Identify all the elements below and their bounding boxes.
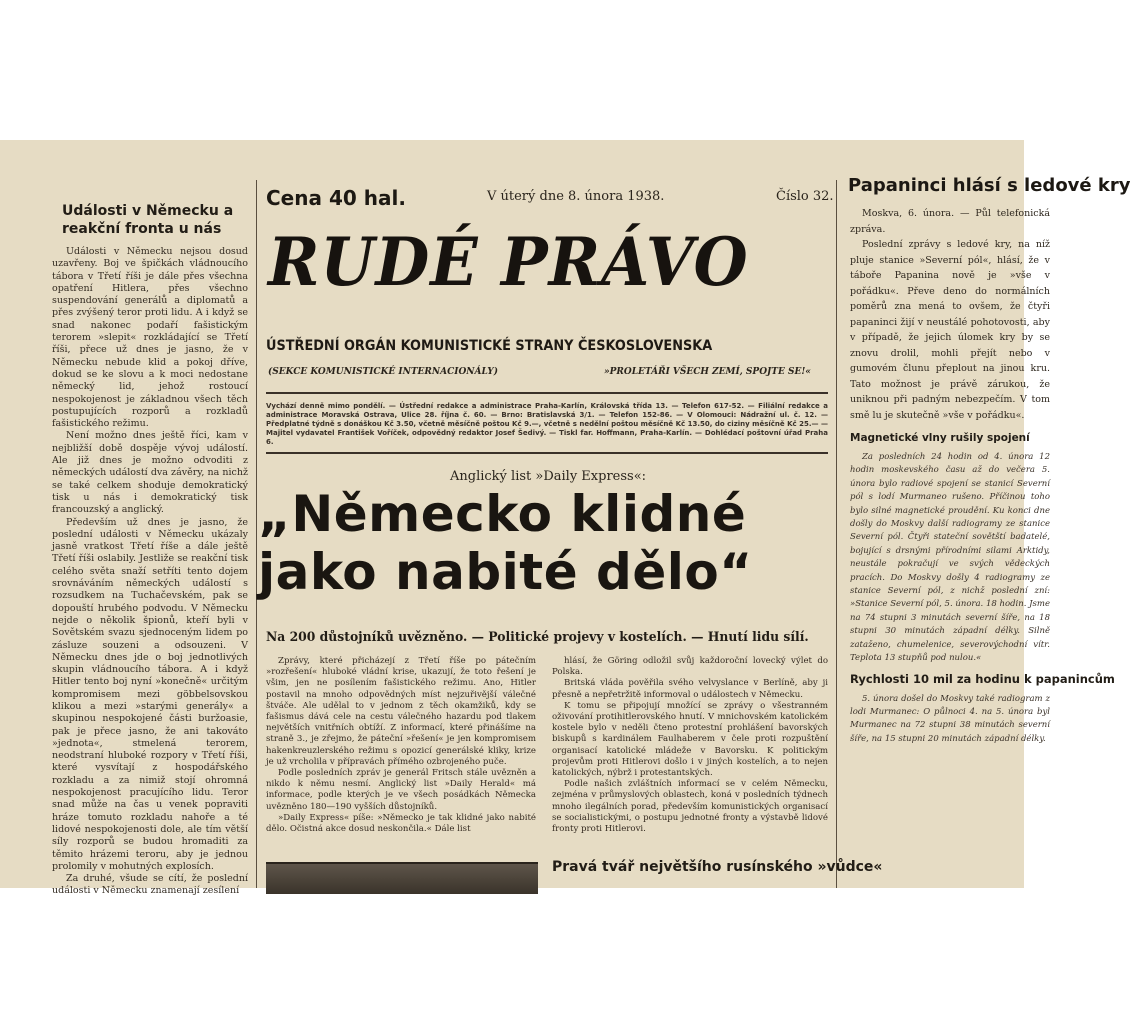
article-paragraph: »Daily Express« píše: »Německo je tak klidné jako nabité dělo. Očistná akce dosud neskončila.« Dále list — [266, 812, 536, 835]
lead-kicker: Anglický list »Daily Express«: — [450, 469, 647, 484]
right-subhead: Magnetické vlny rušily spojení — [850, 432, 1030, 444]
right-column — [842, 174, 1130, 746]
right-small-text: 5. února došel do Moskvy také radiogram z lodi Murmanec: O půlnoci 4. na 5. února byl Murmanec na 72 stupni 38 minutách severní šíře, na 15 stupni 20 minutách západní délky. — [850, 693, 1050, 744]
right-paragraph: Moskva, 6. února. — Půl telefonická zpráva. — [850, 208, 1050, 235]
article-photo — [266, 862, 538, 894]
publisher-info: Vychází denně mimo pondělí. — Ústřední redakce a administrace Praha-Karlín, Královská třída 13. — Telefon 617-52. — Filiální redakce a administrace Moravská Ostrava, Ulice 28. října č. 60. — Brno: Bratislavská 3/1. — Telefon 152-86. — V Olomouci: Nádražní ul. č. 12. — Předplatné týdně s donáškou Kč 3.50, včetně měsíčně poštou Kč 9.—, včetně s nedělní poštou měsíčně Kč 13.50, do ciziny měsíčně Kč 25.— — Majitel vydavatel František Voříček, odpovědný redaktor Josef Šedivý. — Tiskl far. Hoffmann, Praha-Karlín. — Dohlédací poštovní úřad Praha 6. — [266, 402, 828, 446]
masthead-slogan: »PROLETÁŘI VŠECH ZEMÍ, SPOJTE SE!« — [604, 367, 811, 377]
lead-headline: „Německo klidné jako nabité dělo“ — [258, 485, 753, 601]
left-column — [52, 178, 248, 898]
masthead-rule — [266, 392, 828, 394]
article-paragraph: Podle posledních zpráv je generál Fritsch stále uvězněn a nikdo k němu nesmí. Anglický list »Daily Herald« má informace, podle kterých je ve všech posádkách Německa uvězněno 180—190 vyšších důstojníků. — [266, 768, 536, 812]
lead-article-column-2 — [552, 656, 828, 835]
left-paragraph: Za druhé, všude se cítí, že poslední události v Německu znamenají zesílení — [52, 873, 248, 897]
article-paragraph: Zprávy, které přicházejí z Třetí říše po pátečním »rozřešení« hluboké vládní krise, ukazují, že toto řešení je všim, jen ne posílením fašistického režimu. Ano, Hitler postavil na mnoho odpovědných míst nejzuřivější válečné štváče. Ale udělal to v jednom z těch okamžiků, kdy se fašismus dává cele na cestu válečného hazardu pod tlakem největších vnitřních obtíží. Z informací, které přinášíme na straně 3., je zřejmo, že páteční »řešení« je jen kompromisem hakenkreuzlerského režimu s opozicí generálské kliky, krize je už vrcholila v přípravách přímého ozbrojeného puče. — [266, 656, 536, 767]
newspaper-page — [0, 140, 1130, 897]
masthead-section: (SEKCE KOMUNISTICKÉ INTERNACIONÁLY) — [268, 367, 498, 377]
left-paragraph: Především už dnes je jasno, že poslední události v Německu ukázaly jasně vratkost Třetí říše a dále ještě Třetí říši oslabily. Jestliže se reakční tisk celého světa snaží setříti tento dojem srovnáváním německých událostí s rozsudkem na Tuchačevském, pak se dopouští hrubého podvodu. V Německu nejde o několik špionů, kteří byli v Sovětském svazu sjednoceným lidem po zásluze souzeni a odsouzeni. V Německu dnes jde o boj jednotlivých skupin vládnoucího tábora. A i když Hitler tento boj nyní »konečně« určitým kompromisem mezi göbbelsovskou klikou a mezi »starými generály« a skupinou nespokojené části buržoasie, pak je přece jasno, že ani takováto »jednota«, stmelená terorem, neodstraní hluboké rozpory v Třetí říši, které vysvítají z hospodářského rozkladu a za nimiž stojí ohromná nespokojenost pracujícího lidu. Teror snad může na čas u venek popraviti hráze tomuto rozkladu nahoře a té lidové nespokojenosti dole, ale tím větší síly rozporů se budou hromaditi za těmito hrázemi teroru, aby je jednou prolomily v mohutných explosích. — [52, 516, 248, 872]
left-paragraph: Události v Německu nejsou dosud uzavřeny. Boj ve špičkách vládnoucího tábora v Třetí říši je dále přes všechna opatření Hitlera, přes všechno suspendování generálů a diplomatů a přes zvýšený teror proti lidu. A i když se snad nakonec podaří fašistickým terorem »slepit« rozkládající se Třetí říši, přece už dnes je jasno, že v Německu nebude klid a pokoj dříve, dokud se ke slovu a k moci nedostane německý lid, jehož rostoucí nespokojenost je základnou všech těch postupujících rozporů a rozkladů fašistického režimu. — [52, 246, 248, 430]
article-paragraph: Britská vláda pověřila svého velvyslance v Berlíně, aby ji přesně a nepřetržitě informoval o událostech v Německu. — [552, 678, 828, 700]
issue-number: Číslo 32. — [776, 189, 834, 204]
article-paragraph: K tomu se připojují množící se zprávy o všestranném oživování protihitlerovského hnutí. V mnichovském katolickém kostele bylo v neděli čteno protestní prohlášení bavorských biskupů s kardinálem Faulhaberem v čele proti rozpuštění organisací katolické mládeže v Bavorsku. K politickým projevům proti Hitlerovi došlo i v jiných kostelích, a to nejen katolických, nýbrž i protestantských. — [552, 700, 828, 779]
right-small-text: Za posledních 24 hodin od 4. února 12 hodin moskevského času až do večera 5. února bylo radiové spojení se stanicí Severní pól s lodí Murmaneo rušeno. Příčinou toho bylo silné magnetické proudění. Ku konci dne došly do Moskvy další radiogramy ze stanice Severní pól. Čtyři stateční sovětští badatelé, bojující s drsnými přírodními silami Arktidy, neustále pokračují ve svých vědeckých pracích. Do Moskvy došly 4 radiogramy ze stanice Severní pól, z nichž poslední zní: »Stanice Severní pól, 5. února. 18 hodin. Jsme na 74 stupni 3 minutách severní šíře, na 18 stupni 30 minutách západní délky. Silně zataženo, chumelenice, severovýchodní vítr. Teplota 13 stupňů pod nulou.« — [850, 452, 1050, 664]
issue-date: V úterý dne 8. února 1938. — [487, 189, 665, 204]
article-paragraph: Podle našich zvláštních informací se v celém Německu, zejména v průmyslových oblastech, koná v posledních týdnech mnoho ilegálních porad, především komunistických organisací se socialistickými, o postupu jednotné fronty a výstavbě lidové fronty proti Hitlerovi. — [552, 779, 828, 835]
masthead-title: RUDÉ PRÁVO — [268, 223, 749, 301]
lead-deck: Na 200 důstojníků uvězněno. — Politické projevy v kostelích. — Hnutí lidu sílí. — [266, 630, 809, 645]
right-paragraph: Poslední zprávy s ledové kry, na níž pluje stanice »Severní pól«, hlásí, že v táboře Papanina nově je »vše v pořádku«. Převe deno do normálních poměrů zna mená to ovšem, že čtyři papaninci žijí v neustálé pohotovosti, aby v případě, že jejich úlomek kry by se znovu drolil, mohli přejít nebo v gumovém člunu přeplout na jinou kru. Tato možnost je právě zárukou, že uniknou při padným nebezpečím. V tom smě lu je skutečně »vše v pořádku«. — [850, 239, 1050, 421]
right-subhead: Rychlosti 10 mil za hodinu k papanincům — [850, 671, 1115, 686]
next-article-headline: Pravá tvář největšího rusínského »vůdce« — [552, 859, 883, 875]
left-paragraph: Není možno dnes ještě říci, kam v nejbližší době dospěje vývoj událostí. Ale již dnes je možno odvoditi z německých událostí dva závěry, na nichž se také celkem shoduje demokratický tisk u nás i demokratický tisk francouzský a anglický. — [52, 430, 248, 516]
masthead-rule — [266, 452, 828, 454]
masthead-subtitle: ÚSTŘEDNÍ ORGÁN KOMUNISTICKÉ STRANY ČESKOSLOVENSKA — [266, 338, 713, 354]
lead-article-column-1 — [266, 656, 536, 835]
price-label: Cena 40 hal. — [266, 186, 406, 210]
column-divider — [256, 180, 257, 888]
article-paragraph: hlásí, že Göring odložil svůj každoroční lovecký výlet do Polska. — [552, 656, 828, 678]
right-column-headline: Papaninci hlásí s ledové kry — [848, 175, 1130, 196]
left-column-headline: Události v Německu a reakční fronta u nás — [62, 203, 234, 237]
